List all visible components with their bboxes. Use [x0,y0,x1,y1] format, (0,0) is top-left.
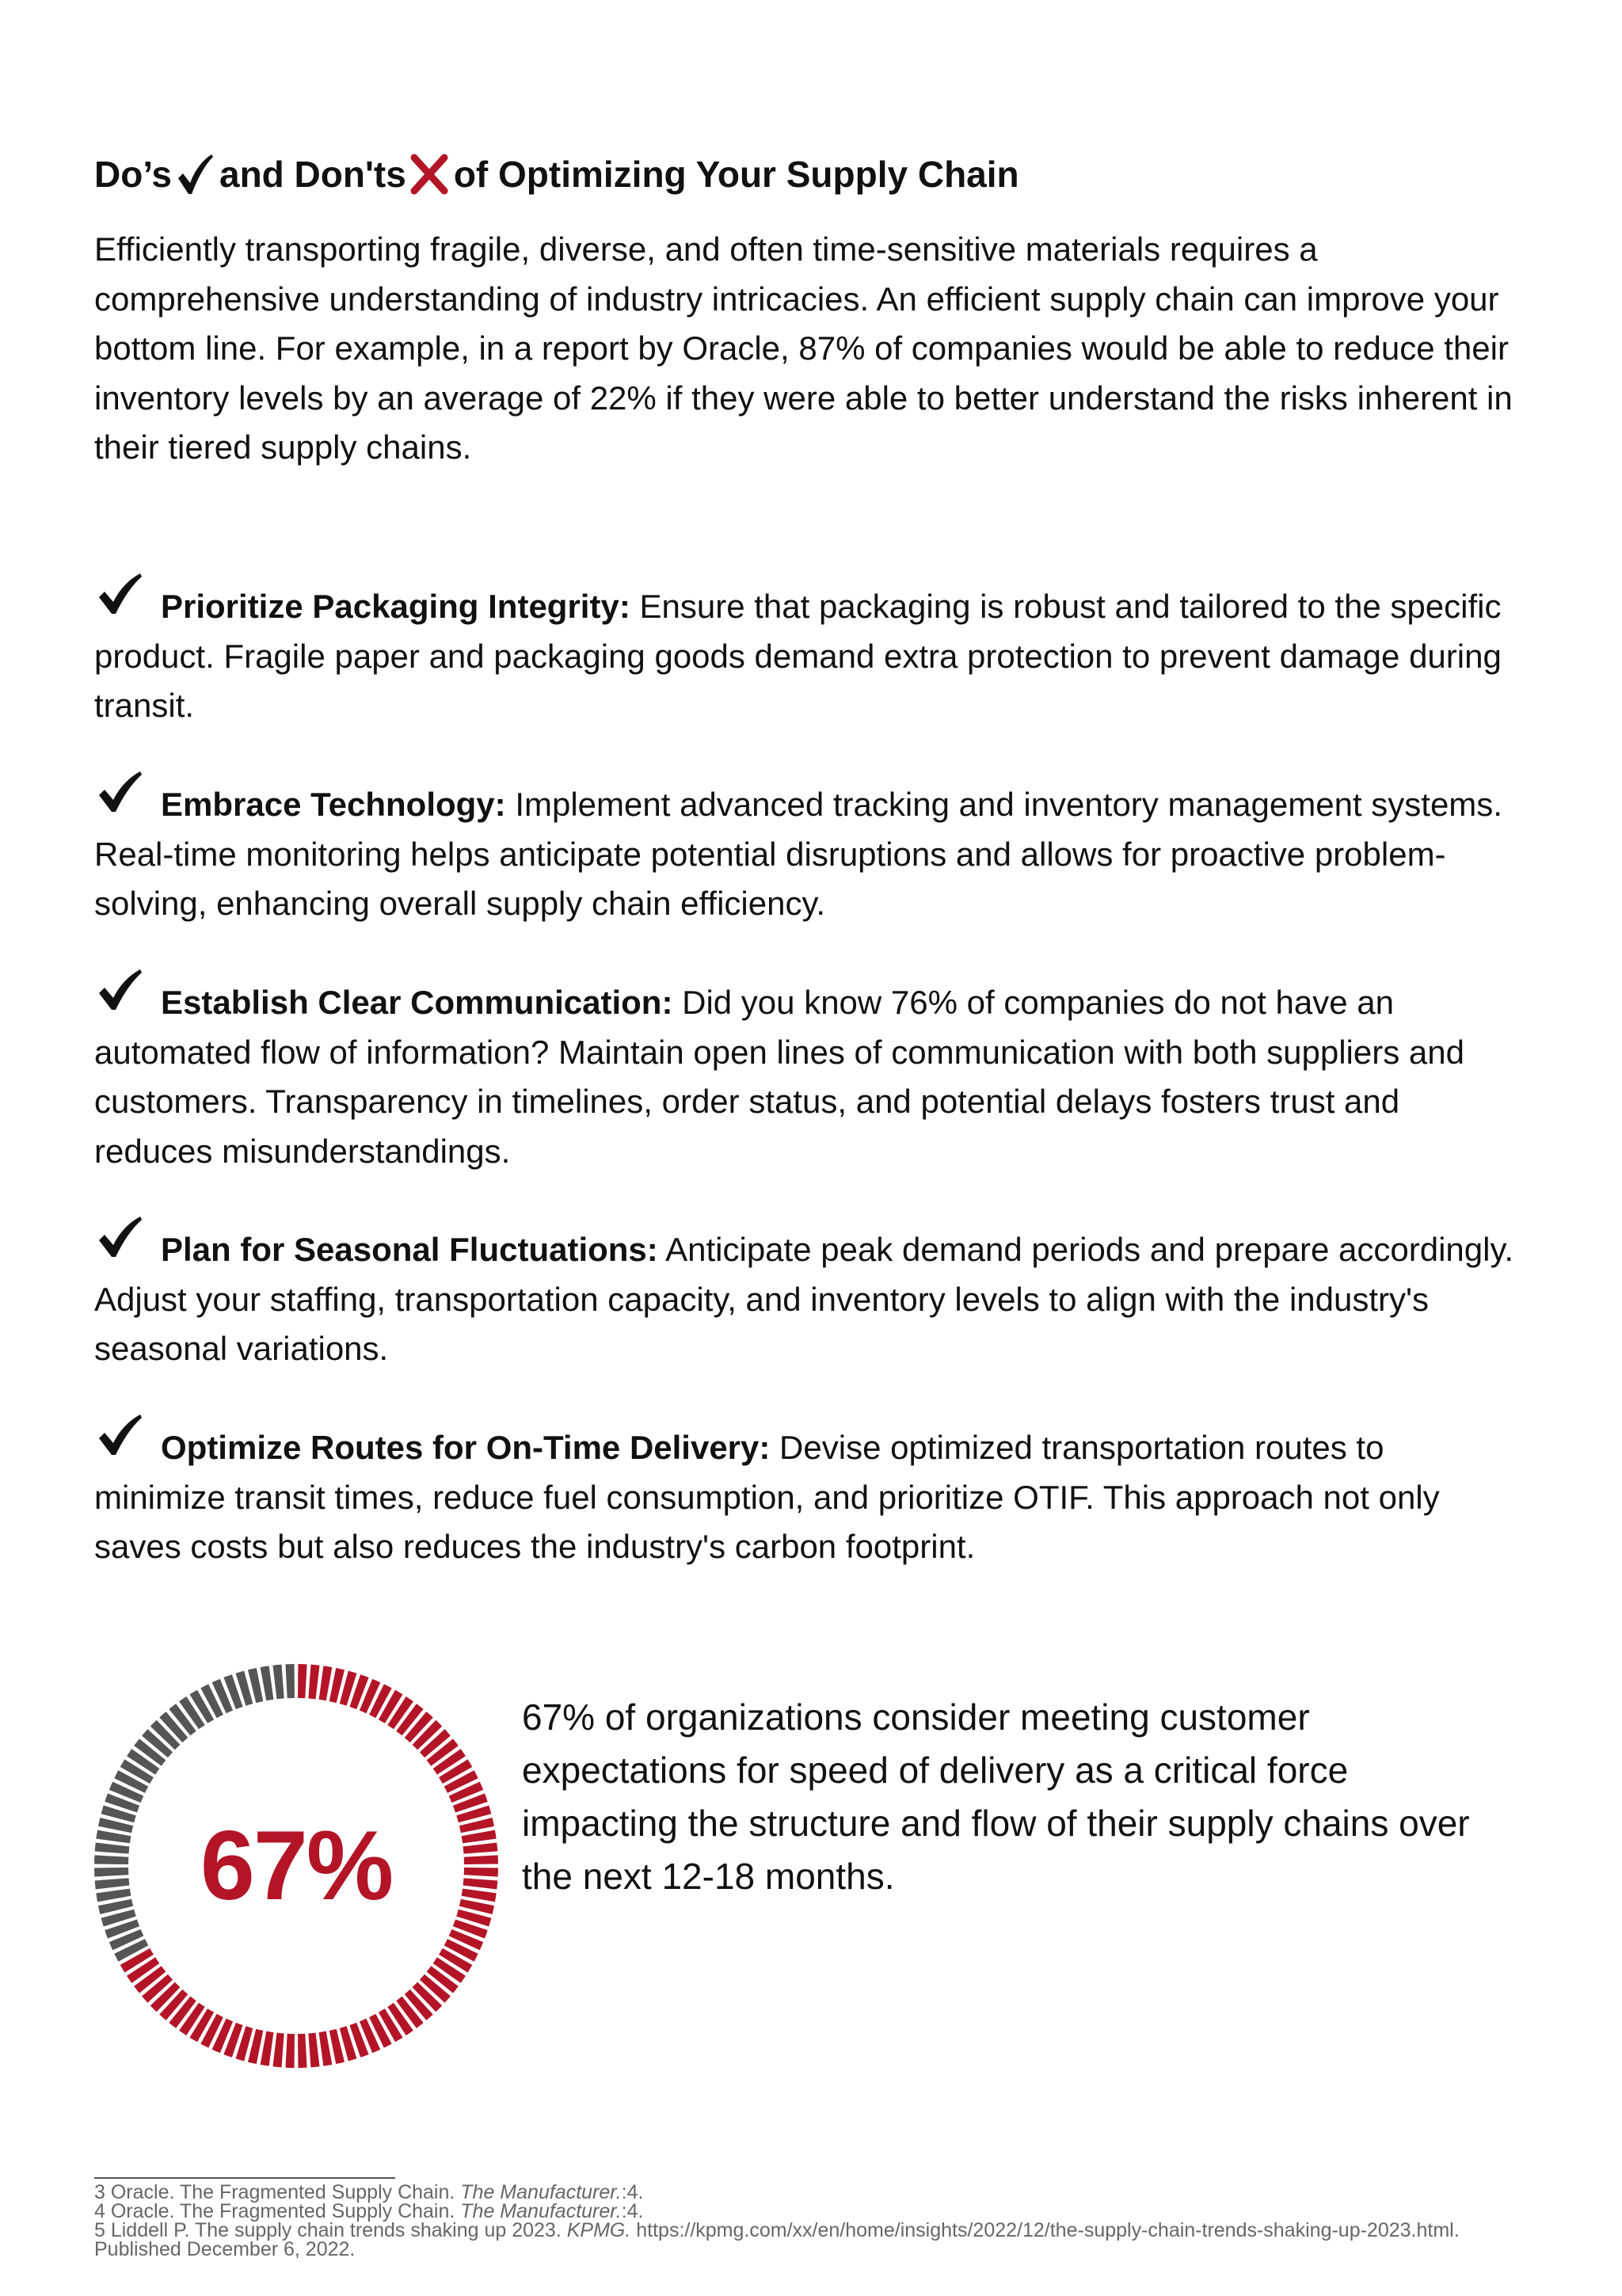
do-item-title: Establish Clear Communication: [161,984,673,1021]
do-item-title: Plan for Seasonal Fluctuations: [161,1231,658,1268]
do-item [94,974,1520,1176]
footnote: 5 Liddell P. The supply chain trends shaking up 2023. KPMG. https://kpmg.com/xx/en/home/insights/2022/12/the-supply-chain-trends-shaking-up-2023.html. Published December 6, 2022. [94,2219,1460,2260]
do-item-text: Devise optimized transportation routes to minimize transit times, reduce fuel consumption, and prioritize OTIF. This approach not only saves costs but also reduces the industry's carbon footprint. [94,1429,1440,1565]
do-item [94,776,1520,929]
check-icon [94,770,143,814]
do-item-text: Implement advanced tracking and inventory management systems. Real-time monitoring helps anticipate potential disruptions and allows for proactive problem-solving, enhancing overall supply chain efficiency. [94,786,1502,922]
ring-percentage-label: 67% [200,1811,393,1921]
statistic-text: 67% of organizations consider meeting customer expectations for speed of delivery as a critical force impacting the structure and flow of their supply chains over the next 12-18 months. [522,1696,1470,1897]
percentage-ring-chart [91,1661,501,2071]
title-part-dos: Do’s [94,154,172,195]
footnote: 3 Oracle. The Fragmented Supply Chain. The Manufacturer.:4. [94,2181,644,2203]
do-item-title: Optimize Routes for On-Time Delivery: [161,1429,771,1466]
do-item-title: Embrace Technology: [161,786,506,823]
footnote: 4 Oracle. The Fragmented Supply Chain. The Manufacturer.:4. [94,2200,644,2222]
check-icon [94,1215,143,1259]
check-icon [94,572,143,616]
cross-icon [409,151,449,197]
do-item-title: Prioritize Packaging Integrity: [161,588,630,625]
do-item-text: Anticipate peak demand periods and prepare accordingly. Adjust your staffing, transportation capacity, and inventory levels to align with the industry's seasonal variations. [94,1231,1514,1367]
check-icon [94,968,143,1012]
title-part-donts: and Don'ts [219,154,406,195]
do-item-text: Ensure that packaging is robust and tailored to the specific product. Fragile paper and packaging goods demand extra protection to prevent damage during transit. [94,588,1502,724]
check-icon [94,1413,143,1457]
check-icon [175,151,215,197]
do-item [94,1221,1520,1374]
do-item [94,1419,1520,1572]
page-title [94,151,1019,197]
footnote-divider [94,2177,395,2179]
do-item [94,578,1520,731]
title-part-rest: of Optimizing Your Supply Chain [453,154,1019,195]
intro-paragraph: Efficiently transporting fragile, diverse, and often time-sensitive materials requires a comprehensive understanding of industry intricacies. An efficient supply chain can improve your bottom line. For example, in a report by Oracle, 87% of companies would be able to reduce their inventory levels by an average of 22% if they were able to better understand the risks inherent in their tiered supply chains. [94,230,1513,466]
footnotes [94,2183,1520,2259]
do-item-text: Did you know 76% of companies do not have an automated flow of information? Maintain open lines of communication with both suppliers and customers. Transparency in timelines, order status, and potential delays fosters trust and reduces misunderstandings. [94,984,1464,1170]
